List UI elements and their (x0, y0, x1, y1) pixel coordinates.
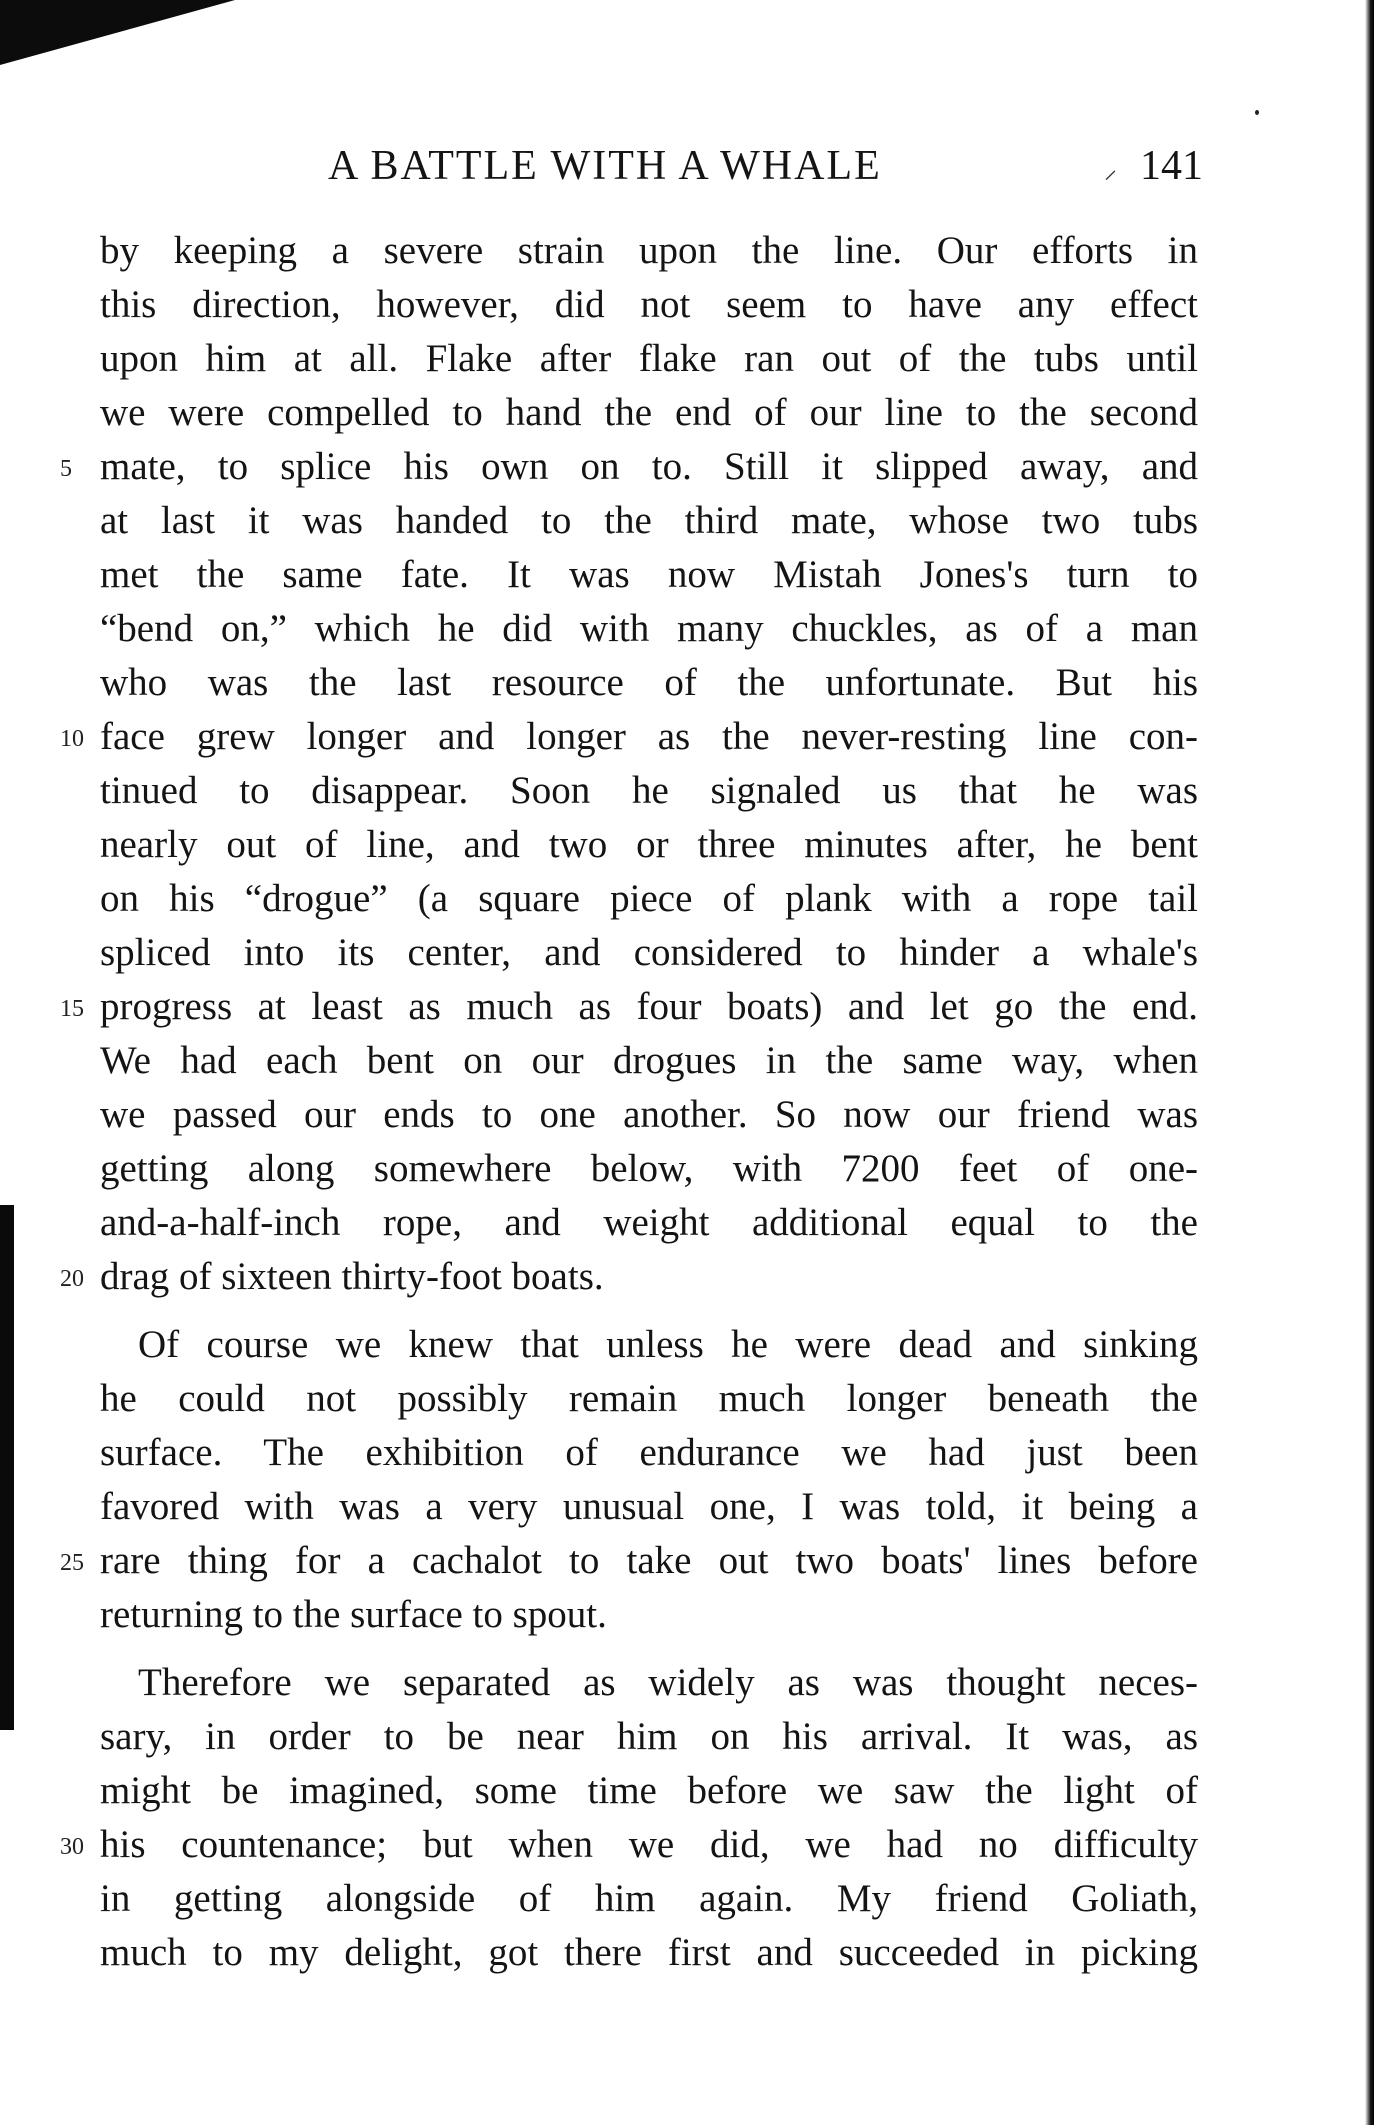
text-line: he could not possibly remain much longer beneath the (100, 1377, 1198, 1420)
text-line: by keeping a severe strain upon the line. Our efforts in (100, 229, 1198, 272)
text-line: Therefore we separated as widely as was thought neces- (138, 1661, 1198, 1704)
text-line: progress at least as much as four boats) and let go the end. (100, 985, 1198, 1028)
line-number: 25 (60, 1550, 84, 1576)
page-number: 141 (1140, 143, 1203, 189)
text-line: at last it was handed to the third mate, whose two tubs (100, 499, 1198, 542)
text-line: his countenance; but when we did, we had no difficulty (100, 1823, 1198, 1866)
text-line: Of course we knew that unless he were dead and sinking (138, 1323, 1198, 1366)
text-line: in getting alongside of him again. My friend Goliath, (100, 1877, 1198, 1920)
text-line: surface. The exhibition of endurance we had just been (100, 1431, 1198, 1474)
scan-corner-shadow (0, 0, 235, 65)
line-number: 10 (60, 726, 84, 752)
text-line: much to my delight, got there first and succeeded in picking (100, 1931, 1198, 1974)
text-line: getting along somewhere below, with 7200 feet of one- (100, 1147, 1198, 1190)
page-mark: ⸝ (1104, 155, 1118, 184)
text-line: drag of sixteen thirty-foot boats. (100, 1255, 604, 1298)
text-line: spliced into its center, and considered to hinder a whale's (100, 931, 1198, 974)
running-title: A BATTLE WITH A WHALE (328, 143, 882, 189)
text-line: we passed our ends to one another. So now our friend was (100, 1093, 1198, 1136)
text-line: might be imagined, some time before we saw the light of (100, 1769, 1198, 1812)
text-line: nearly out of line, and two or three minutes after, he bent (100, 823, 1198, 866)
line-number: 5 (60, 456, 72, 482)
text-line: we were compelled to hand the end of our line to the second (100, 391, 1198, 434)
text-line: rare thing for a cachalot to take out two boats' lines before (100, 1539, 1198, 1582)
line-number: 20 (60, 1266, 84, 1292)
text-line: mate, to splice his own on to. Still it slipped away, and (100, 445, 1198, 488)
text-line: We had each bent on our drogues in the same way, when (100, 1039, 1198, 1082)
line-number: 15 (60, 996, 84, 1022)
text-line: favored with was a very unusual one, I was told, it being a (100, 1485, 1198, 1528)
scan-margin-shadow (0, 1205, 14, 1730)
text-line: “bend on,” which he did with many chuckles, as of a man (100, 607, 1198, 650)
text-line: this direction, however, did not seem to have any effect (100, 283, 1198, 326)
text-line: face grew longer and longer as the never-resting line con- (100, 715, 1198, 758)
text-line: sary, in order to be near him on his arrival. It was, as (100, 1715, 1198, 1758)
text-line: upon him at all. Flake after flake ran out of the tubs until (100, 337, 1198, 380)
text-line: who was the last resource of the unfortunate. But his (100, 661, 1198, 704)
text-line: returning to the surface to spout. (100, 1593, 607, 1636)
line-number: 30 (60, 1834, 84, 1860)
scan-binding-edge (1365, 0, 1374, 2125)
text-line: on his “drogue” (a square piece of plank with a rope tail (100, 877, 1198, 920)
text-line: and-a-half-inch rope, and weight additional equal to the (100, 1201, 1198, 1244)
text-line: tinued to disappear. Soon he signaled us that he was (100, 769, 1198, 812)
text-line: met the same fate. It was now Mistah Jones's turn to (100, 553, 1198, 596)
running-head (100, 142, 1210, 198)
scan-speck (1255, 110, 1259, 115)
